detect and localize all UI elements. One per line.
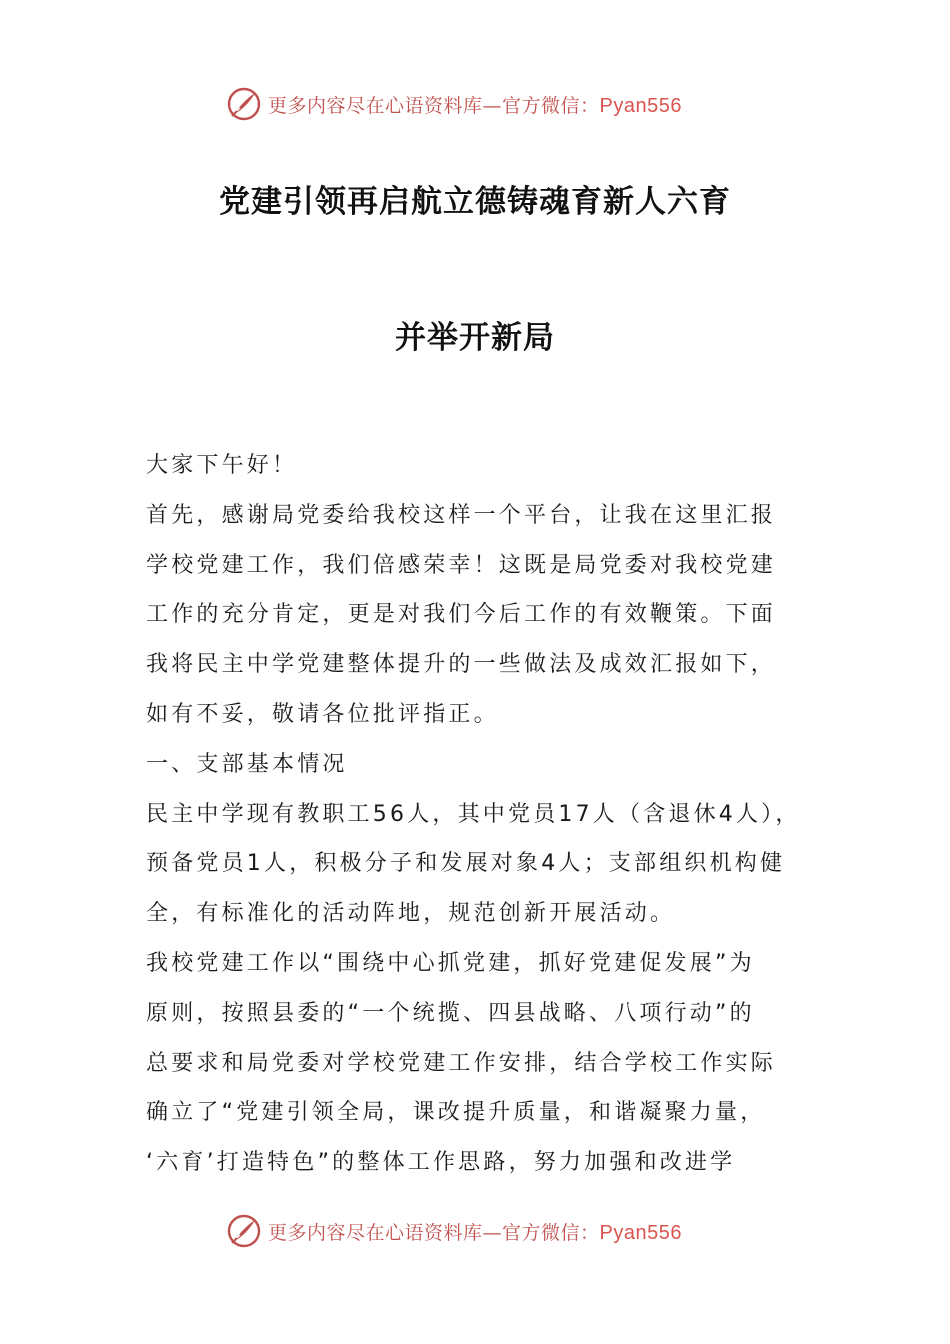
body-line: 确立了“党建引领全局，课改提升质量，和谐凝聚力量， xyxy=(146,1100,766,1126)
body-line: 我校党建工作以“围绕中心抓党建，抓好党建促发展”为 xyxy=(146,950,755,976)
body-line: 我将民主中学党建整体提升的一些做法及成效汇报如下， xyxy=(146,652,777,678)
body-line: 预备党员1人，积极分子和发展对象4人；支部组织机构健 xyxy=(146,851,786,877)
quill-pen-logo-icon xyxy=(226,86,262,122)
body-line: 大家下午好！ xyxy=(146,453,298,478)
body-line: 原则，按照县委的“一个统揽、四县战略、八项行动”的 xyxy=(146,1000,755,1026)
document-title-line-1: 党建引领再启航立德铸魂育新人六育 xyxy=(219,184,731,220)
document-body xyxy=(146,441,826,1188)
footer-watermark-banner xyxy=(0,1211,950,1251)
watermark-text: 更多内容尽在心语资料库—官方微信：Pyan556 xyxy=(268,1221,682,1244)
body-line: ‘六育’打造特色”的整体工作思路，努力加强和改进学 xyxy=(146,1150,736,1176)
body-line: 如有不妥，敬请各位批评指正。 xyxy=(146,701,499,727)
quill-pen-logo-icon xyxy=(226,1213,262,1249)
body-line: 首先，感谢局党委给我校这样一个平台，让我在这里汇报 xyxy=(146,502,777,528)
body-line: 总要求和局党委对学校党建工作安排，结合学校工作实际 xyxy=(146,1050,777,1076)
body-line: 工作的充分肯定，更是对我们今后工作的有效鞭策。下面 xyxy=(146,602,777,628)
document-title-line-2: 并举开新局 xyxy=(395,320,555,356)
body-line: 民主中学现有教职工56人，其中党员17人（含退休4人）， xyxy=(146,801,801,827)
body-line: 学校党建工作，我们倍感荣幸！这既是局党委对我校党建 xyxy=(146,552,777,578)
header-watermark-banner xyxy=(0,84,950,124)
section-heading: 一、支部基本情况 xyxy=(146,751,348,777)
watermark-text: 更多内容尽在心语资料库—官方微信：Pyan556 xyxy=(268,94,682,117)
body-line: 全，有标准化的活动阵地，规范创新开展活动。 xyxy=(146,901,676,927)
